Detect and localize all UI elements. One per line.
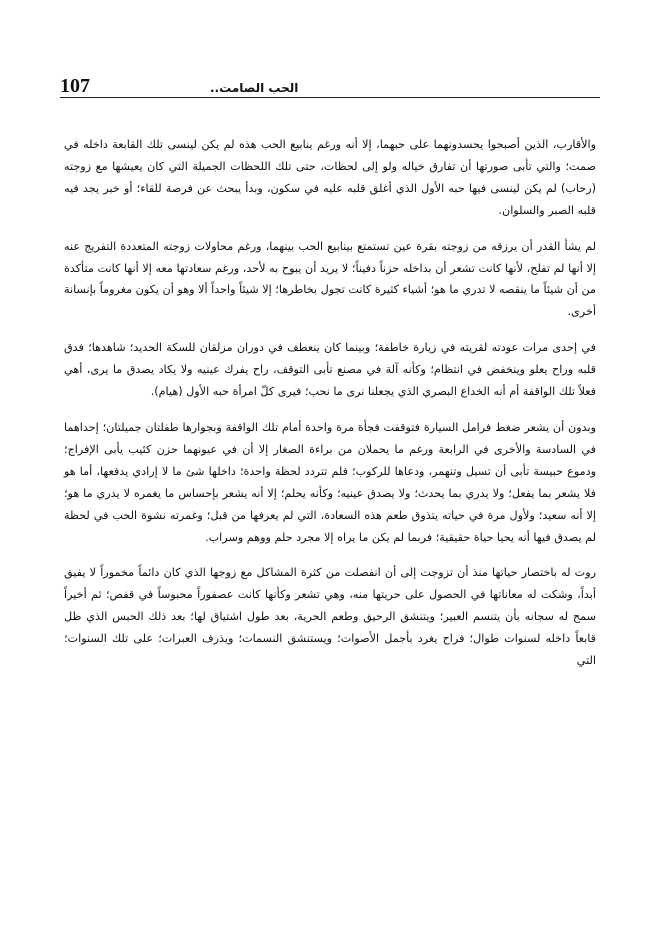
page-header <box>60 60 600 100</box>
paragraph: روت له باختصار حياتها منذ أن تزوجت إلى أن انفصلت من كثرة المشاكل مع زوجها الذي كان دائماً مخموراً لا يفيق أبداً، وشكت له معاناتها في الحصول على حريتها منه، وهي تشعر وكأنها كانت عصفوراً محبوساً في قفص؛ ثم أخيراً سمح له سجانه بأن يتنسم العبير؛ ويتنشق الرحيق وطعم الحرية، بعد طول اشتياق لها؛ بعد ذلك الحبس الذي ظل قابعاً داخله لسنوات طوال؛ فراح يغرد بأجمل الأصوات؛ ويستنشق النسمات؛ ويذرف العبرات؛ على تلك السنوات؛ التي <box>64 566 596 668</box>
paragraph: في إحدى مرات عودته لقريته في زيارة خاطفة؛ وبينما كان ينعطف في دوران مزلقان للسكة الحديد؛ شاهدها؛ فدق قلبه وراح يعلو وينخفض في انتظام؛ وكأنه آلة في مصنع تأبى التوقف، راح يفرك عينيه ولا يكاد يصدق ما يرى، أهي فعلاً تلك الواقفة أم أنه الخداع البصري الذي يجعلنا نرى ما نحب؛ فيرى كلّ امرأة حبه الأول (هيام). <box>64 341 596 399</box>
paragraph: وبدون أن يشعر ضغط فرامل السيارة فتوقفت فجأة مرة واحدة أمام تلك الواقفة وبجوارها طفلتان جميلتان؛ إحداهما في السادسة والأخرى في الرابعة ورغم ما يحملان من براءة الصغار إلا أن في عيونهما حزن كئيب يأبى الإفراج؛ ودموع حبيسة تأبى أن تسيل وتنهمر، ودعاها للركوب؛ فلم تتردد لحظة واحدة؛ داخلها شئ ما لا إرادي يدفعها، أما هو فلا يشعر بما يفعل؛ ولا يدري بما يحدث؛ ولا يصدق عينيه؛ وكأنه يحلم؛ إلا أنه يشعر بإحساس ما يغمره لا يدري ما هو؛ إلا أنه سعيد؛ ولأول مرة في حياته يتذوق طعم هذه السعادة، التي لم يعرفها من قبل؛ وغمرته نشوة الحب في لحظة لم يصدق فيها أنه يحيا حياة حقيقية؛ فربما لم يكن ما يراه إلا مجرد حلم ووهم وسراب. <box>64 420 596 544</box>
paragraph: والأقارب، الذين أصبحوا يحسدونهما على حبهما، إلا أنه ورغم ينابيع الحب هذه لم يكن لينسى تلك القابعة داخله في صمت؛ والتي تأبى صورتها أن تفارق خياله ولو إلى لحظات، حتى تلك اللحظات الجميلة التي كان يعيشها مع زوجته (رحاب) لم يكن لينسى فيها حبه الأول الذي أغلق قلبه عليه في سكون، وبدأ يبحث عن فرصة للقاء؛ أو خبر يجد فيه قلبه الصبر والسلوان. <box>64 138 596 217</box>
header-rule <box>60 97 600 98</box>
running-title: الحب الصامت.. <box>210 81 299 95</box>
body-text <box>64 134 596 672</box>
page-number: 107 <box>60 75 90 97</box>
paragraph: لم يشأ القدر أن يرزقه من زوجته بقرة عين تستمتع بينابيع الحب بينهما، ورغم محاولات زوجته المتعددة التفريج عنه إلا أنها لم تفلح، لأنها كانت تشعر أن بداخله حزناً دفيناً؛ لا يريد أن يبوح به لأحد، ورغم سعادتها معه إلا أنها كانت متأكدة من أن شيئاً ما ينقصه لا تدري ما هو؛ أشياء كثيرة كانت تجول بخاطرها؛ إلا شيئاً واحداً ألا وهو أن يكون مغروماً بإنسانة أخرى. <box>64 239 596 319</box>
